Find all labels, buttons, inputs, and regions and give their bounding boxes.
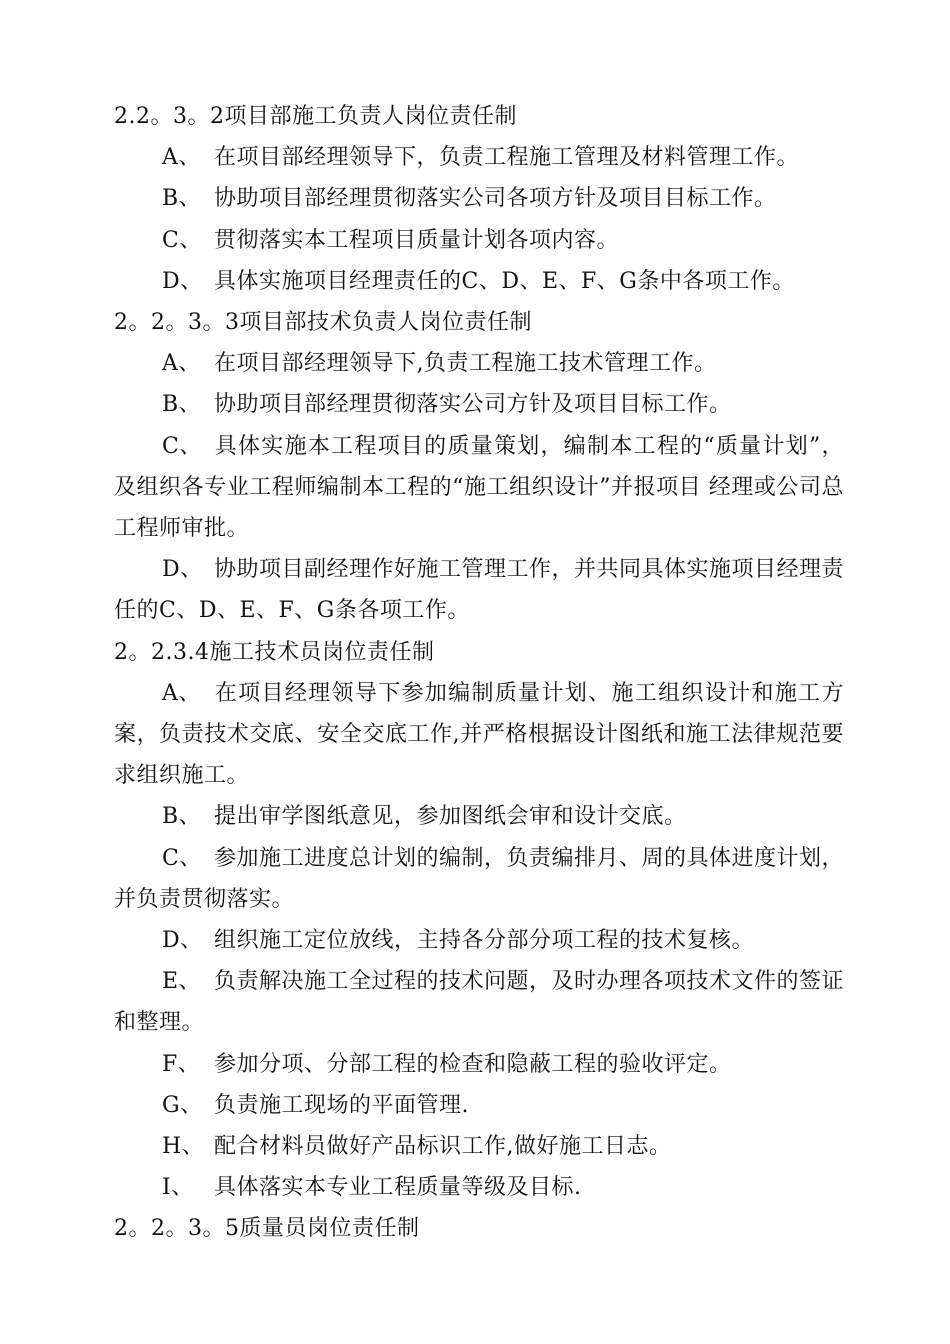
list-item xyxy=(114,838,844,920)
item-label: B、 xyxy=(162,186,202,212)
item-label: F、 xyxy=(162,1051,201,1077)
list-item xyxy=(114,426,844,550)
list-item xyxy=(114,1044,844,1085)
list-item xyxy=(114,673,844,797)
item-text: 贯彻落实本工程项目质量计划各项内容。 xyxy=(214,227,620,253)
section-heading: 2.2。3。2项目部施工负责人岗位责任制 xyxy=(114,104,517,129)
item-text: 负责施工现场的平面管理. xyxy=(214,1092,469,1118)
item-label: B、 xyxy=(162,392,202,418)
list-item xyxy=(114,343,844,384)
item-text: 具体落实本专业工程质量等级及目标. xyxy=(214,1175,582,1201)
item-label: B、 xyxy=(162,804,202,830)
document-body xyxy=(114,96,844,1250)
item-label: E、 xyxy=(162,969,202,995)
list-item xyxy=(114,178,844,219)
item-label: D、 xyxy=(162,268,203,294)
item-text: 参加分项、分部工程的检查和隐蔽工程的验收评定。 xyxy=(214,1051,732,1077)
item-label: A、 xyxy=(162,351,201,377)
list-item xyxy=(114,1167,844,1208)
item-text: 组织施工定位放线，主持各分部分项工程的技术复核。 xyxy=(214,928,755,954)
item-text: 在项目部经理领导下，负责工程施工管理及材料管理工作。 xyxy=(214,145,800,171)
item-text: 协助项目副经理作好施工管理工作，并共同具体实施项目经理责任的C、D、E、F、G条各项工作。 xyxy=(114,557,845,624)
section-heading: 2。2.3.4施工技术员岗位责任制 xyxy=(114,639,435,665)
item-label: D、 xyxy=(162,928,203,954)
list-item xyxy=(114,1085,844,1126)
item-text: 负责解决施工全过程的技术问题，及时办理各项技术文件的签证和整理。 xyxy=(114,969,845,1036)
item-text: 具体实施项目经理责任的C、D、E、F、G条中各项工作。 xyxy=(214,268,795,294)
list-item xyxy=(114,137,844,178)
list-item xyxy=(114,920,844,961)
section-heading: 2。2。3。3项目部技术负责人岗位责任制 xyxy=(114,310,532,336)
item-text: 协助项目部经理贯彻落实公司各项方针及项目目标工作。 xyxy=(214,186,777,212)
list-item xyxy=(114,796,844,837)
list-item xyxy=(114,220,844,261)
item-text: 在项目经理领导下参加编制质量计划、施工组织设计和施工方案，负责技术交底、安全交底工作,并严格根据设计图纸和施工法律规范要求组织施工。 xyxy=(114,680,844,789)
list-item xyxy=(114,961,844,1043)
section-heading: 2。2。3。5质量员岗位责任制 xyxy=(114,1216,420,1242)
list-item xyxy=(114,1126,844,1167)
item-text: 参加施工进度总计划的编制，负责编排月、周的具体进度计划，并负责贯彻落实。 xyxy=(114,845,845,912)
item-label: A、 xyxy=(162,145,201,171)
item-text: 配合材料员做好产品标识工作,做好施工日志。 xyxy=(214,1134,672,1160)
item-label: D、 xyxy=(162,557,203,583)
item-text: 具体实施本工程项目的质量策划，编制本工程的“质量计划”，及组织各专业工程师编制本工程的“施工组织设计”并报项目 经理或公司总工程师审批。 xyxy=(114,433,844,542)
item-label: C、 xyxy=(162,227,202,253)
item-label: G、 xyxy=(162,1092,203,1118)
list-item xyxy=(114,261,844,302)
item-label: H、 xyxy=(162,1134,205,1160)
item-label: C、 xyxy=(162,845,202,871)
item-text: 在项目部经理领导下,负责工程施工技术管理工作。 xyxy=(214,351,717,377)
item-label: A、 xyxy=(162,680,201,706)
item-label: C、 xyxy=(162,433,202,459)
list-item xyxy=(114,549,844,631)
item-label: I、 xyxy=(162,1175,194,1201)
item-text: 提出审学图纸意见，参加图纸会审和设计交底。 xyxy=(214,804,687,830)
item-text: 协助项目部经理贯彻落实公司方针及项目目标工作。 xyxy=(214,392,732,418)
list-item xyxy=(114,384,844,425)
